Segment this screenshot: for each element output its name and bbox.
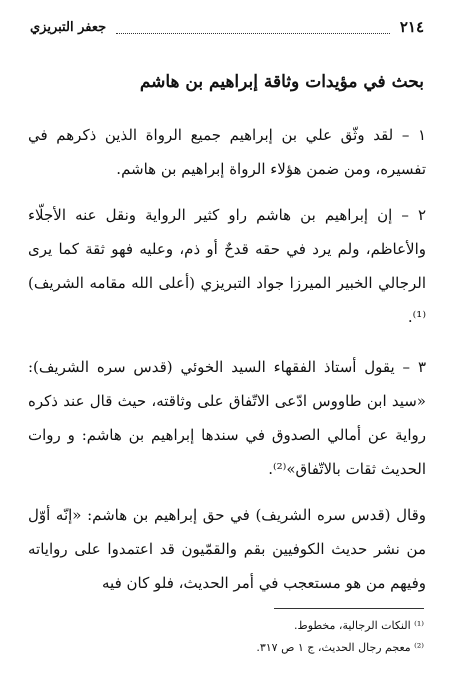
running-header-author: جعفر التبريزي: [30, 19, 107, 35]
paragraph-2: ٢ – إن إبراهيم بن هاشم راو كثير الرواية ونقل عنه الأجلّاء والأعاظم، ولم يرد في حقه قدحٌ أو ذم، وعليه فهو ثقة كما يرى الرجالي الخبير الميرزا جواد التبريزي (أعلى الله مقامه الشريف)⁽¹⁾.: [28, 206, 426, 326]
footnote-separator: [274, 608, 424, 609]
section-title: بحث في مؤيدات وثاقة إبراهيم بن هاشم: [139, 72, 424, 92]
footnote-2: ⁽²⁾ معجم رجال الحديث، ج ١ ص ٣١٧.: [256, 641, 424, 654]
paragraph-4: وقال (قدس سره الشريف) في حق إبراهيم بن هاشم: «إنّه أوّل من نشر حديث الكوفيين بقم والقمّيون قد اعتمدوا على رواياته وفيهم من هو مستعجب في أمر الحديث، فلو كان فيه: [28, 506, 426, 592]
paragraph-1: ١ – لقد وثّق علي بن إبراهيم جميع الرواة الذين ذكرهم في تفسيره، ومن ضمن هؤلاء الرواة إبراهيم بن هاشم.: [28, 126, 426, 178]
paragraph-3: ٣ – يقول أستاذ الفقهاء السيد الخوئي (قدس سره الشريف): «سيد ابن طاووس ادّعى الاتّفاق على وثاقته، حيث قال عند ذكره رواية عن أمالي الصدوق في سندها إبراهيم بن هاشم: و روات الحديث ثقات بالاتّفاق»⁽²⁾.: [28, 358, 426, 478]
page-header: [30, 12, 424, 42]
page-number: ٢١٤: [399, 18, 424, 36]
footnote-1: ⁽¹⁾ النكات الرجالية، مخطوط.: [294, 619, 424, 632]
footnotes: [30, 615, 424, 659]
header-dotted-leader: [116, 21, 390, 34]
